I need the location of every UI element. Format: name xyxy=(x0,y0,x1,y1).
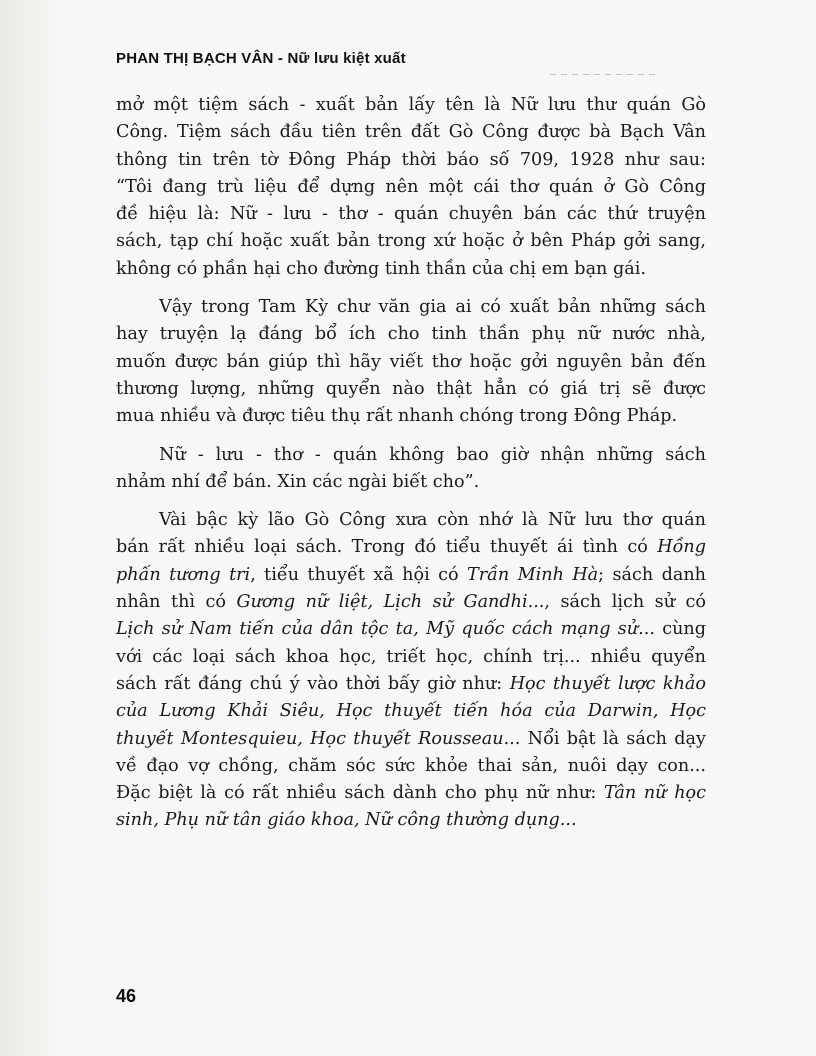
text-line xyxy=(116,616,706,643)
header-rule xyxy=(550,74,660,75)
text-run: với các loại sách khoa học, triết học, chính trị... nhiều quyển xyxy=(116,646,706,667)
text-run: , tiểu thuyết xã hội có xyxy=(250,564,467,585)
text-run: ; sách danh xyxy=(598,564,706,585)
book-title-italic: sinh, Phụ nữ tân giáo khoa, Nữ công thường dụng... xyxy=(116,810,577,831)
book-title-italic: thuyết Montesquieu, Học thuyết Rousseau... xyxy=(116,728,521,749)
text-line: thương lượng, những quyển nào thật hẳn có giá trị sẽ được xyxy=(116,378,706,399)
text-run: cùng xyxy=(654,619,707,640)
page-edge-shadow xyxy=(0,0,62,1056)
text-run: bán rất nhiều loại sách. Trong đó tiểu thuyết ái tình có xyxy=(116,537,658,558)
paragraph-book-titles xyxy=(116,507,706,835)
page-number: 46 xyxy=(116,986,137,1006)
text-line: Nữ - lưu - thơ - quán không bao giờ nhận những sách xyxy=(159,444,706,465)
book-title-italic: Trần Minh Hà xyxy=(466,564,599,585)
text-line xyxy=(116,753,706,780)
book-title-italic: Hồng xyxy=(657,537,706,558)
text-line xyxy=(116,589,706,616)
book-title-italic: phấn tương tri xyxy=(116,564,251,585)
text-line: mua nhiều và được tiêu thụ rất nhanh chóng trong Đông Pháp. xyxy=(116,406,678,427)
text-line: hay truyện lạ đáng bổ ích cho tinh thần phụ nữ nước nhà, xyxy=(116,324,706,345)
text-run: Nổi bật là sách dạy xyxy=(520,728,706,749)
text-line: muốn được bán giúp thì hãy viết thơ hoặc gởi nguyên bản đến xyxy=(116,351,706,372)
text-line xyxy=(116,698,706,725)
text-line: sách, tạp chí hoặc xuất bản trong xứ hoặc ở bên Pháp gởi sang, xyxy=(116,231,706,252)
book-title-italic: Tân nữ học xyxy=(603,783,706,804)
text-line: đề hiệu là: Nữ - lưu - thơ - quán chuyên bán các thứ truyện xyxy=(116,204,706,225)
text-line xyxy=(116,507,706,534)
text-run: Vài bậc kỳ lão Gò Công xưa còn nhớ là Nữ lưu thơ quán xyxy=(159,510,706,531)
text-line: không có phần hại cho đường tinh thần của chị em bạn gái. xyxy=(116,258,646,279)
text-run: nhân thì có xyxy=(116,592,237,613)
text-line: Công. Tiệm sách đầu tiên trên đất Gò Công được bà Bạch Vân xyxy=(116,122,706,143)
book-title-italic: của Lương Khải Siêu, Học thuyết tiến hóa của Darwin, Học xyxy=(116,701,706,722)
book-title-italic: Học thuyết lược khảo xyxy=(509,673,706,694)
book-title-italic: Gương nữ liệt, Lịch sử Gandhi... xyxy=(236,592,545,613)
text-line xyxy=(116,780,706,807)
text-line xyxy=(116,534,706,561)
text-run: , sách lịch sử có xyxy=(544,592,706,613)
text-line xyxy=(116,644,706,671)
text-run: về đạo vợ chồng, chăm sóc sức khỏe thai sản, nuôi dạy con... xyxy=(116,755,706,776)
text-line: “Tôi đang trù liệu để dựng nên một cái thơ quán ở Gò Công xyxy=(116,176,706,197)
text-line xyxy=(116,562,706,589)
text-line: thông tin trên tờ Đông Pháp thời báo số 709, 1928 như sau: xyxy=(116,149,706,170)
text-run: sách rất đáng chú ý vào thời bấy giờ như: xyxy=(116,673,510,694)
text-line: Vậy trong Tam Kỳ chư văn gia ai có xuất bản những sách xyxy=(159,297,706,318)
text-line xyxy=(116,671,706,698)
text-run: Đặc biệt là có rất nhiều sách dành cho phụ nữ như: xyxy=(116,783,604,804)
running-header: PHAN THỊ BẠCH VÂN - Nữ lưu kiệt xuất xyxy=(116,50,406,67)
text-line xyxy=(116,726,706,753)
text-line: nhảm nhí để bán. Xin các ngài biết cho”. xyxy=(116,471,480,492)
book-title-italic: Lịch sử Nam tiến của dân tộc ta, Mỹ quốc cách mạng sử... xyxy=(116,619,655,640)
text-line: mở một tiệm sách - xuất bản lấy tên là Nữ lưu thư quán Gò xyxy=(116,95,706,115)
text-line xyxy=(116,807,706,834)
body-text xyxy=(116,92,706,835)
